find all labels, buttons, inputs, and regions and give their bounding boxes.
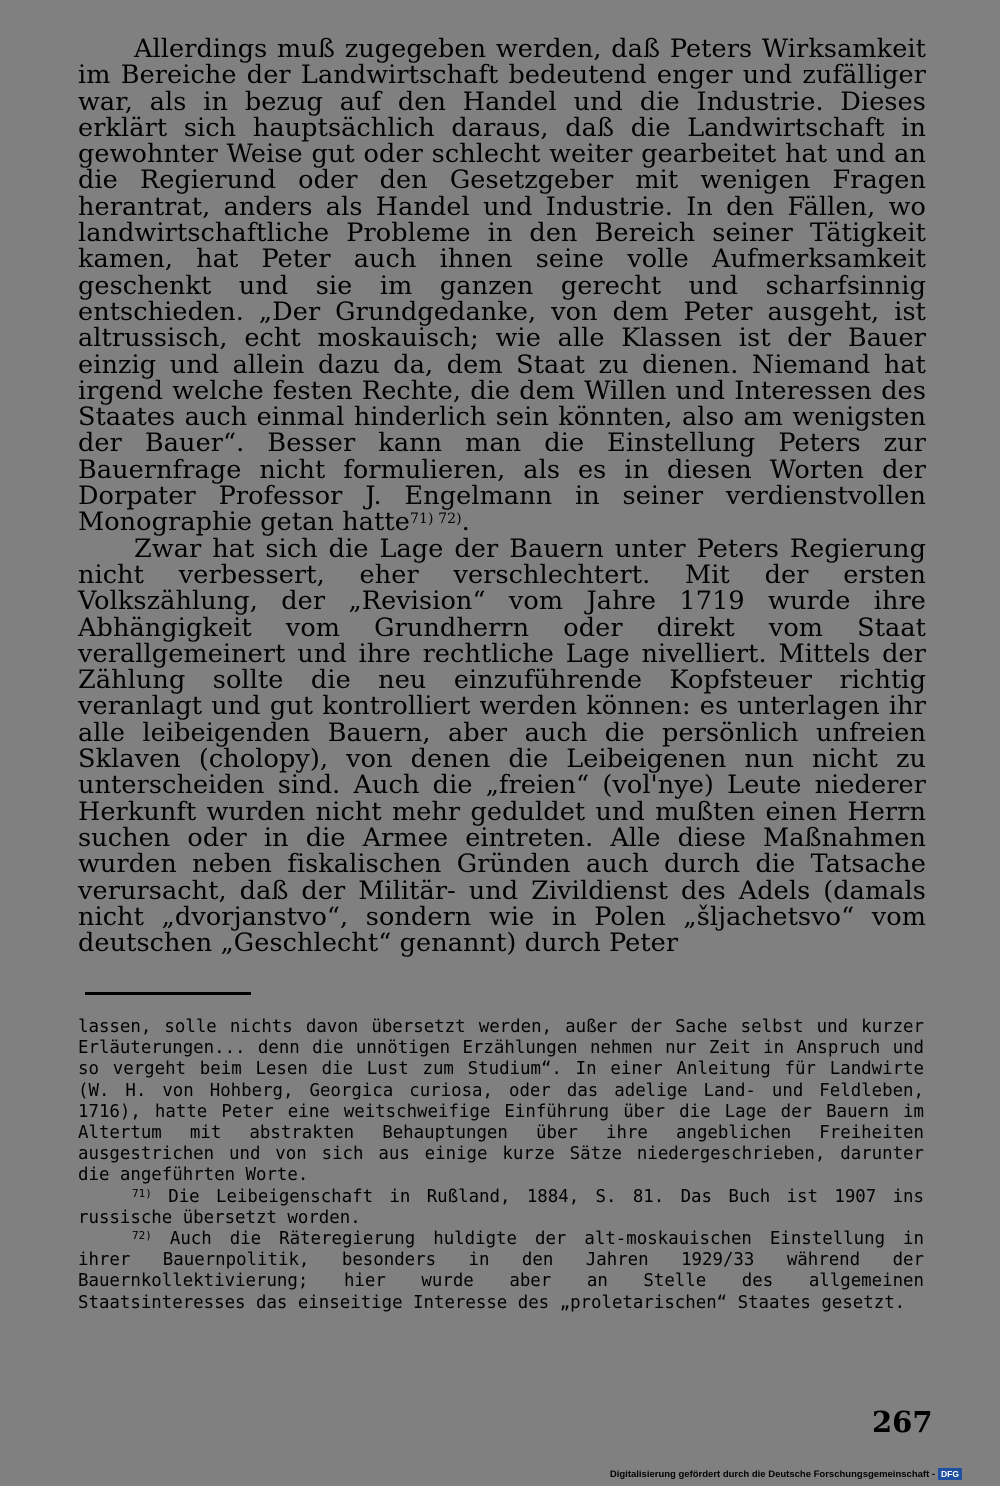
footnote-separator [85,992,251,995]
main-text [78,34,926,959]
footnote-71-marker: 71) [132,1186,152,1200]
footer-credit [610,1468,962,1480]
dfg-logo-icon[interactable]: DFG [938,1468,962,1480]
footer-text: Digitalisierung gefördert durch die Deutsche Forschungsgemeinschaft - [609,1468,936,1480]
footnote-71 [78,1187,924,1229]
page-number: 267 [872,1405,933,1439]
footnote-72-marker: 72) [132,1229,152,1243]
paragraph-1-end: . [461,507,470,538]
footnote-refs[interactable]: 71) 72) [409,511,462,528]
paragraph-2: Zwar hat sich die Lage der Bauern unter Peters Regierung nicht verbessert, eher verschlechtert. Mit der ersten Volkszählung, der „Revision“ vom Jahre 1719 wurde ihre Abhängigkeit vom Grundherrn oder direkt vom Staat verallgemeinert und ihre rechtliche Lage nivelliert. Mittels der Zählung sollte die neu einzuführende Kopfsteuer richtig veranlagt und gut kontrolliert werden können: es unterlagen ihr alle leibeigenden Bauern, aber auch die persönlich unfreien Sklaven (cholopy), von denen die Leibeigenen nun nicht zu unterscheiden sind. Auch die „freien“ (vol'nye) Leute niederer Herkunft wurden nicht mehr geduldet und mußten einen Herrn suchen oder in die Armee eintreten. Alle diese Maßnahmen wurden neben fiskalischen Gründen auch durch die Tatsache verursacht, daß der Militär- und Zivildienst des Adels (damals nicht „dvorjanstvo“, sondern wie in Polen „šljachetsvo“ vom deutschen „Geschlecht“ genannt) durch Peter [78,533,926,959]
paragraph-1-text: Allerdings muß zugegeben werden, daß Peters Wirksamkeit im Bereiche der Landwirtschaft bedeutend enger und zufälliger war, als in bezug auf den Handel und die Industrie. Dieses erklärt sich hauptsächlich daraus, daß die Landwirtschaft in gewohnter Weise gut oder schlecht weiter gearbeitet hat und an die Regierund oder den Gesetzgeber mit wenigen Fragen herantrat, anders als Handel und Industrie. In den Fällen, wo landwirtschaftliche Probleme in den Bereich seiner Tätigkeit kamen, hat Peter auch ihnen seine volle Aufmerksamkeit geschenkt und sie im ganzen gerecht und scharfsinnig entschieden. „Der Grundgedanke, von dem Peter ausgeht, ist altrussisch, echt moskauisch; wie alle Klassen ist der Bauer einzig und allein dazu da, dem Staat zu dienen. Niemand hat irgend welche festen Rechte, die dem Willen und Interessen des Staates auch einmal hinderlich sein könnten, also am wenigsten der Bauer“. Besser kann man die Einstellung Peters zur Bauernfrage nicht formulieren, als es in diesen Worten der Dorpater Professor J. Engelmann in seiner verdienstvollen Monographie getan hatte [78,34,926,538]
paragraph-1 [78,36,926,536]
footnote-71-text: Die Leibeigenschaft in Rußland, 1884, S. 81. Das Buch ist 1907 ins russische übersetzt worden. [78,1186,924,1228]
footnote-continuation: lassen, solle nichts davon übersetzt werden, außer der Sache selbst und kurzer Erläuterungen... denn die unnötigen Erzählungen nehmen nur Zeit in Anspruch und so vergeht beim Lesen die Lust zum Studium“. In einer Anleitung für Landwirte (W. H. von Hohberg, Georgica curiosa, oder das adelige Land- und Feldleben, 1716), hatte Peter eine weitschweifige Einführung über die Lage der Bauern im Altertum mit abstrakten Behauptungen über ihre angeblichen Freiheiten ausgestrichen und von sich aus einige kurze Sätze niedergeschrieben, darunter die angeführten Worte. [78,1017,924,1186]
footnote-72-text: Auch die Räteregierung huldigte der alt-moskauischen Einstellung in ihrer Bauernpolitik, besonders in den Jahren 1929/33 während der Bauernkollektivierung; hier wurde aber an Stelle des allgemeinen Staatsinteresses das einseitige Interesse des „proletarischen“ Staates gesetzt. [78,1229,924,1313]
footnote-72 [78,1229,924,1314]
footnotes [78,1017,924,1314]
